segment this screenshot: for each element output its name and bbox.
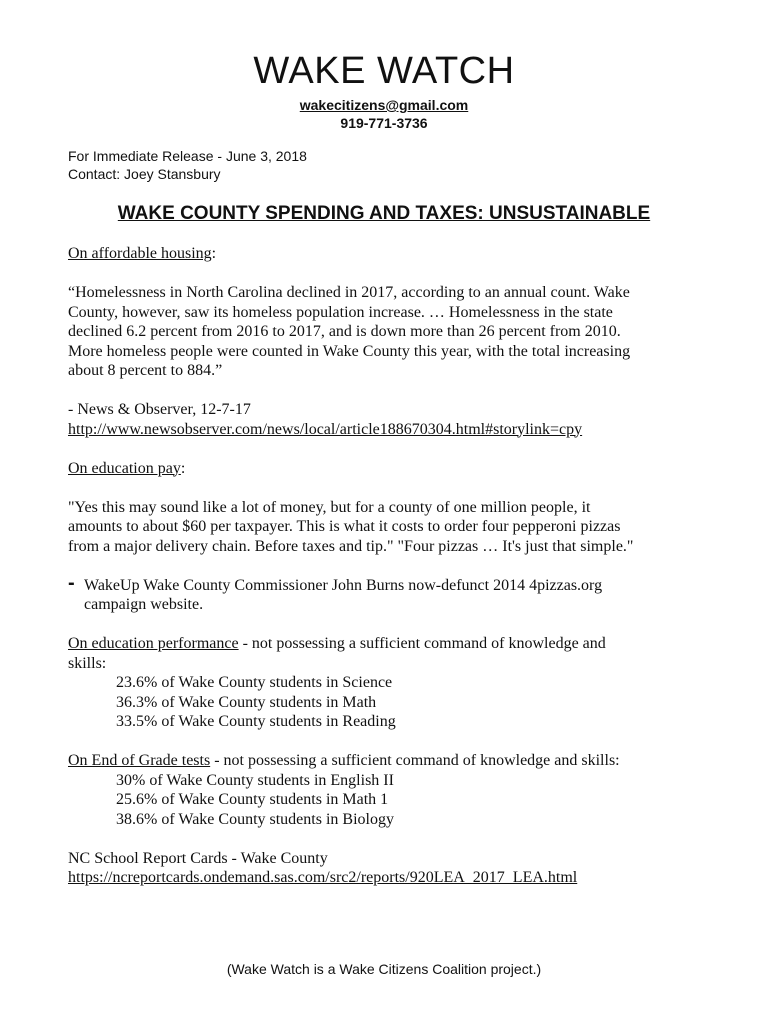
bullet-dash: - xyxy=(68,571,75,594)
quote-line: "Yes this may sound like a lot of money, but for a county of one million people, it xyxy=(68,498,591,516)
page-title: WAKE WATCH xyxy=(253,50,515,92)
quote-source: - News & Observer, 12-7-17 xyxy=(68,401,251,418)
section-heading-education-pay xyxy=(68,459,708,479)
quote-line: from a major delivery chain. Before taxes and tip." "Four pizzas … It's just that simple." xyxy=(68,537,634,555)
stat-item: 25.6% of Wake County students in Math 1 xyxy=(116,791,389,808)
stat-item: 38.6% of Wake County students in Biology xyxy=(116,810,394,828)
attribution-line: WakeUp Wake County Commissioner John Burns now-defunct 2014 4pizzas.org xyxy=(84,576,603,594)
quote-line: “Homelessness in North Carolina declined in 2017, according to an annual count. Wake xyxy=(68,284,630,301)
stat-item: 30% of Wake County students in English II xyxy=(116,771,394,789)
heading-text: On affordable housing xyxy=(68,245,212,262)
quote-line: declined 6.2 percent from 2016 to 2017, and is down more than 26 percent from 2010. xyxy=(68,323,621,340)
heading-continuation: skills: xyxy=(68,654,107,672)
heading-suffix: : xyxy=(180,459,186,477)
headline: WAKE COUNTY SPENDING AND TAXES: UNSUSTAINABLE xyxy=(117,203,651,224)
quote-line: amounts to about $60 per taxpayer. This is what it costs to order four pepperoni pizzas xyxy=(68,518,621,535)
stat-item: 23.6% of Wake County students in Science xyxy=(116,674,393,691)
source-link[interactable]: http://www.newsobserver.com/news/local/article188670304.html#storylink=cpy xyxy=(68,420,583,438)
release-info xyxy=(68,147,307,183)
section-heading-education-performance xyxy=(68,634,708,654)
heading-suffix: - not possessing a sufficient command of knowledge and skills: xyxy=(210,752,620,769)
heading-text: On End of Grade tests xyxy=(68,752,211,769)
contact-email-link[interactable]: wakecitizens@gmail.com xyxy=(299,97,469,113)
report-cards-label: NC School Report Cards - Wake County xyxy=(68,849,328,867)
section-heading-eog-tests xyxy=(68,751,708,771)
quote-line: More homeless people were counted in Wake County this year, with the total increasing xyxy=(68,342,631,360)
stat-item: 36.3% of Wake County students in Math xyxy=(116,693,377,711)
release-date: For Immediate Release - June 3, 2018 xyxy=(68,148,307,164)
document-body xyxy=(68,244,708,888)
heading-suffix: - not possessing a sufficient command of knowledge and xyxy=(238,635,606,652)
report-cards-link[interactable]: https://ncreportcards.ondemand.sas.com/src2/reports/920LEA_2017_LEA.html xyxy=(68,869,578,886)
masthead xyxy=(0,50,768,132)
quote-line: County, however, saw its homeless population increase. … Homelessness in the state xyxy=(68,303,613,321)
attribution-bullet xyxy=(68,571,708,615)
stat-item: 33.5% of Wake County students in Reading xyxy=(116,713,396,730)
section-heading-housing xyxy=(68,244,708,264)
footer-note: (Wake Watch is a Wake Citizens Coalition project.) xyxy=(226,961,542,977)
heading-text: On education performance xyxy=(68,635,239,652)
release-contact: Contact: Joey Stansbury xyxy=(68,166,221,182)
heading-suffix: : xyxy=(211,245,217,262)
attribution-line: campaign website. xyxy=(84,596,204,613)
heading-text: On education pay xyxy=(68,459,181,477)
contact-phone: 919-771-3736 xyxy=(340,115,428,131)
quote-line: about 8 percent to 884.” xyxy=(68,362,223,379)
